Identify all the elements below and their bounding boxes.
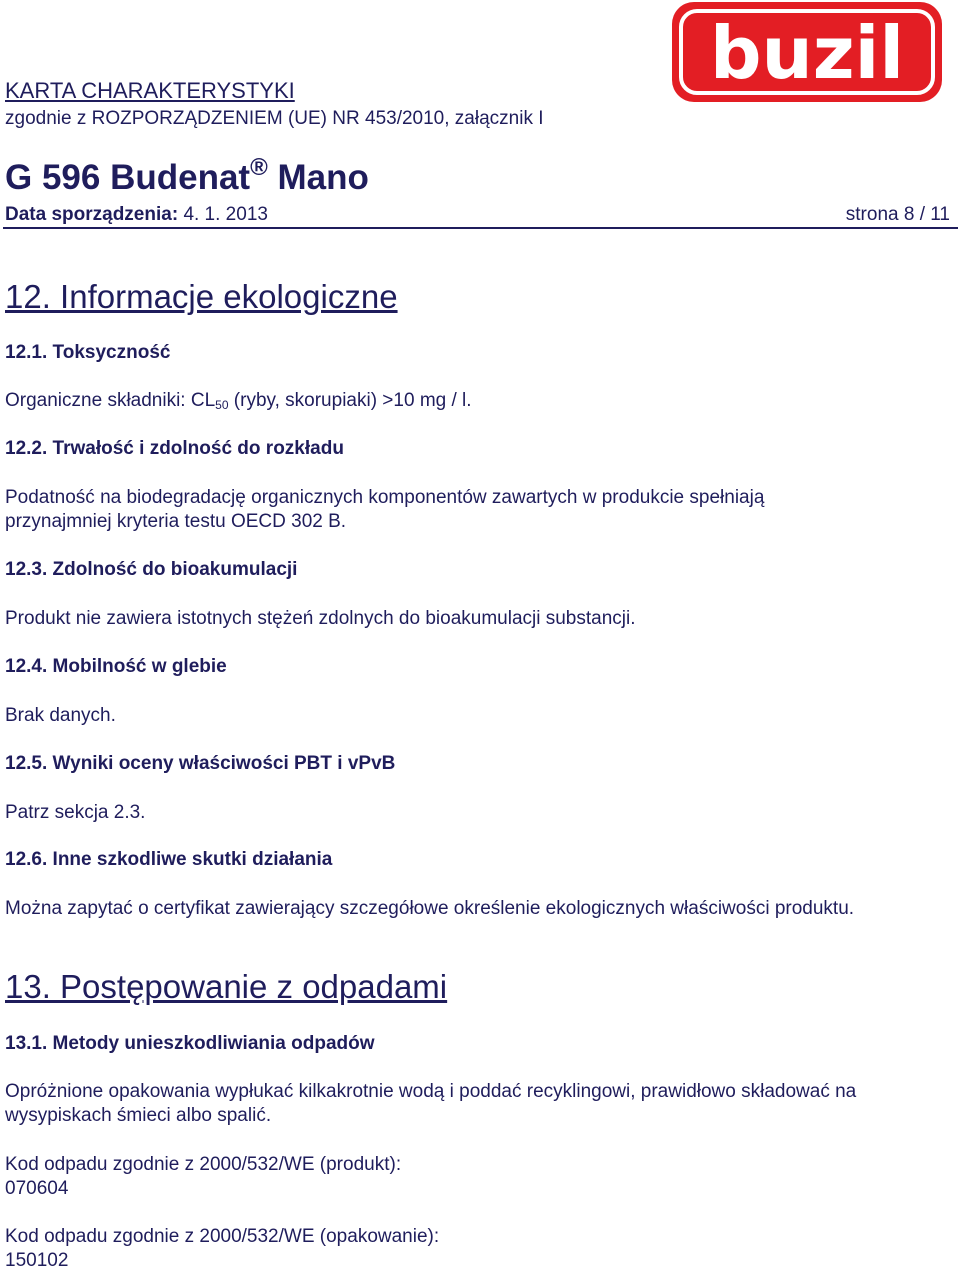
header-divider: [3, 227, 958, 229]
subsection-12-5-heading: 12.5. Wyniki oceny właściwości PBT i vPvB: [5, 753, 396, 774]
subsection-12-1-text: [5, 390, 472, 412]
preparation-date: [5, 204, 268, 226]
subsection-13-1-text-line2: wysypiskach śmieci albo spalić.: [5, 1105, 272, 1126]
waste-code-product-label: Kod odpadu zgodnie z 2000/532/WE (produkt):: [5, 1154, 402, 1175]
page-number: strona 8 / 11: [845, 204, 950, 225]
buzil-logo: [672, 2, 942, 102]
subsection-12-1-heading: 12.1. Toksyczność: [5, 342, 171, 363]
date-value: 4. 1. 2013: [183, 204, 268, 225]
product-name-text: G 596 Budenat: [5, 158, 251, 197]
subsection-12-3-text: Produkt nie zawiera istotnych stężeń zdolnych do bioakumulacji substancji.: [5, 608, 636, 629]
subsection-12-3-heading: 12.3. Zdolność do bioakumulacji: [5, 559, 298, 580]
date-label: Data sporządzenia:: [5, 204, 179, 225]
document-title: KARTA CHARAKTERYSTYKI: [5, 78, 295, 103]
product-name-suffix: Mano: [277, 158, 369, 197]
subsection-13-1-heading: 13.1. Metody unieszkodliwiania odpadów: [5, 1033, 375, 1054]
section-13-heading: 13. Postępowanie z odpadami: [5, 968, 448, 1005]
subsection-12-5-text: Patrz sekcja 2.3.: [5, 802, 146, 823]
subsection-12-4-text: Brak danych.: [5, 705, 116, 726]
product-name: [5, 154, 369, 198]
section-12-heading: 12. Informacje ekologiczne: [5, 278, 398, 315]
subsection-12-6-text: Można zapytać o certyfikat zawierający szczegółowe określenie ekologicznych właściwości produktu.: [5, 898, 855, 919]
subsection-12-2-text-line2: przynajmniej kryteria testu OECD 302 B.: [5, 511, 347, 532]
toxicity-text-rest: (ryby, skorupiaki) >10 mg / l.: [228, 390, 472, 411]
subsection-12-2-text-line1: Podatność na biodegradację organicznych komponentów zawartych w produkcie spełniają: [5, 487, 765, 508]
subsection-12-6-heading: 12.6. Inne szkodliwe skutki działania: [5, 849, 333, 870]
toxicity-text-part: Organiczne składniki: CL: [5, 390, 216, 411]
waste-code-package-label: Kod odpadu zgodnie z 2000/532/WE (opakowanie):: [5, 1226, 440, 1247]
waste-code-product-value: 070604: [5, 1178, 69, 1199]
subsection-12-4-heading: 12.4. Mobilność w glebie: [5, 656, 227, 677]
waste-code-package-value: 150102: [5, 1250, 69, 1271]
subsection-13-1-text-line1: Opróżnione opakowania wypłukać kilkakrotnie wodą i poddać recyklingowi, prawidłowo składować na: [5, 1081, 857, 1102]
regulation-subtitle: zgodnie z ROZPORZĄDZENIEM (UE) NR 453/2010, załącznik I: [5, 108, 544, 129]
cl50-subscript: 50: [215, 398, 229, 412]
subsection-12-2-heading: 12.2. Trwałość i zdolność do rozkładu: [5, 438, 344, 459]
logo-text: buzil: [709, 11, 905, 95]
registered-mark: ®: [250, 154, 268, 181]
